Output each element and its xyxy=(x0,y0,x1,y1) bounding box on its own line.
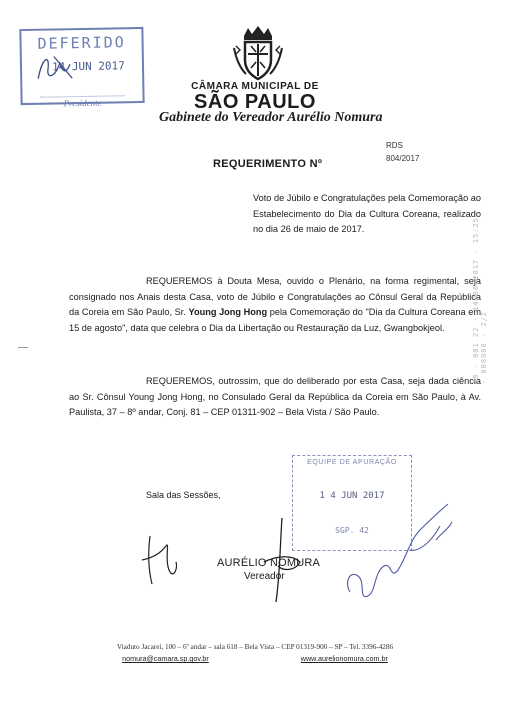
gabinete-heading: Gabinete do Vereador Aurélio Nomura xyxy=(159,110,383,125)
sala-das-sessoes: Sala das Sessões, xyxy=(146,490,221,500)
protocol-stamp-sgp: SGP. 42 xyxy=(335,526,369,535)
footer-address: Viaduto Jacareí, 100 – 6º andar – sala 618 – Bela Vista – CEP 01319-900 – SP – Tel. 3396-4286 xyxy=(116,643,394,651)
first-request-paragraph xyxy=(69,274,481,336)
margin-tick xyxy=(18,347,28,348)
protocol-stamp-date: 1 4 JUN 2017 xyxy=(319,491,385,501)
deferido-stamp-role: Presidente xyxy=(41,95,125,108)
rds-reference xyxy=(386,139,419,165)
consul-name: Young Jong Hong xyxy=(188,307,268,317)
ementa-paragraph: Voto de Júbilo e Congratulações pela Comemoração ao Estabelecimento do Dia da Cultura Coreana, realizado no dia 26 de maio de 2017. xyxy=(253,193,481,234)
deferido-stamp-date: 14 JUN 2017 xyxy=(51,59,125,74)
coat-of-arms-icon xyxy=(232,24,284,82)
footer-email-link[interactable]: nomura@camara.sp.gov.br xyxy=(122,654,209,663)
protocol-signature xyxy=(340,500,460,612)
rds-number: 804/2017 xyxy=(386,154,420,163)
left-signature xyxy=(136,532,184,588)
rds-label: RDS xyxy=(386,141,403,150)
footer-site-link[interactable]: www.aurelionomura.com.br xyxy=(300,654,388,663)
paragraph1-text-after: pela Comemoração do "Dia da Cultura Coreana em 15 de agosto", data que celebra o Dia da Libertação ou Restauração da Luz, Gwangbokjeol. xyxy=(69,307,481,333)
city-heading: SÃO PAULO xyxy=(194,91,316,113)
signatory-role: Vereador xyxy=(244,571,285,582)
deferido-stamp-title: DEFERIDO xyxy=(37,33,126,53)
signatory-name: AURÉLIO NOMURA xyxy=(217,557,321,569)
second-request-paragraph: REQUEREMOS, outrossim, que do deliberado por esta Casa, seja dada ciência ao Sr. Cônsul Young Jong Hong, no Consulado Geral da República da Coreia em São Paulo, à Av. Paulista, 37 – 8º andar, Conj. 81 – CEP 01311-902 – Bela Vista / São Paulo. xyxy=(69,376,481,417)
margin-protocol-note: 13 - 001 22 - 14/06/2017 - 15:25 - 008086 - 2/2 xyxy=(472,217,488,384)
protocol-stamp-title: EQUIPE DE APURAÇÃO xyxy=(307,459,397,466)
document-title: REQUERIMENTO Nº xyxy=(213,158,323,170)
camara-heading: CÂMARA MUNICIPAL DE xyxy=(191,81,319,92)
paragraph1-text-before: REQUEREMOS à Douta Mesa, ouvido o Plenário, na forma regimental, seja consignado nos Anais desta Casa, voto de Júbilo e Congratulações ao Cônsul Geral da República da Coreia em São Paulo, Sr. xyxy=(69,276,481,317)
footer-links xyxy=(0,654,510,663)
